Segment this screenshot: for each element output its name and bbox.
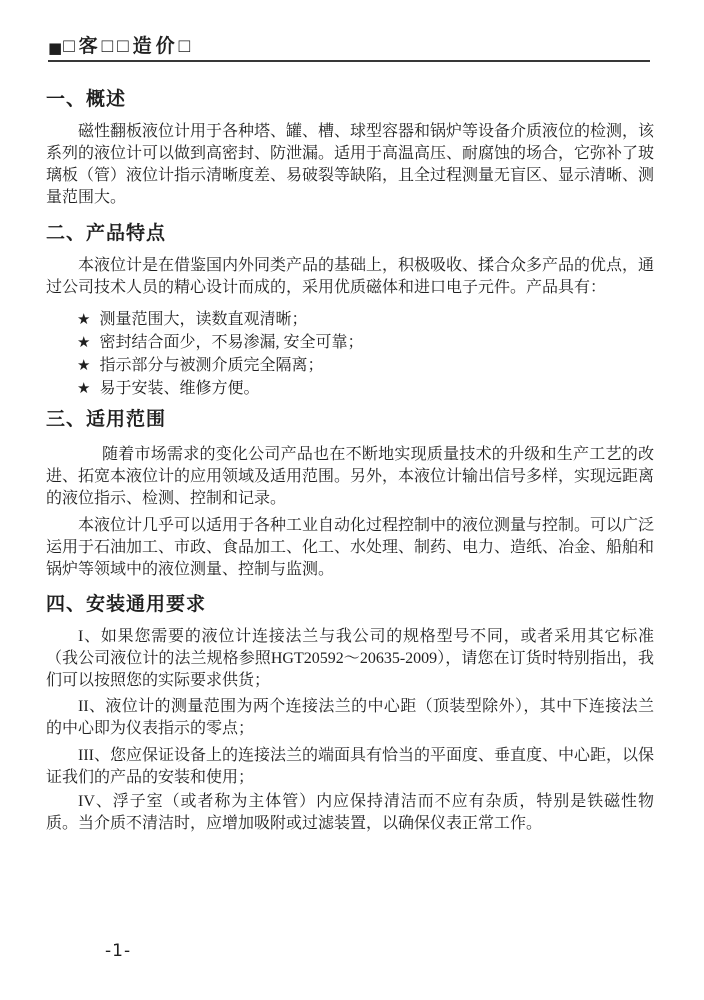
installation-item-4: IV、浮子室（或者称为主体管）内应保持清洁而不应有杂质，特别是铁磁性物质。当介质不清洁时，应增加吸附或过滤装置，以确保仪表正常工作。 bbox=[46, 793, 654, 832]
section-installation-title: 四、安装通用要求 bbox=[46, 594, 207, 615]
feature-item-text: 易于安装、维修方便。 bbox=[99, 380, 260, 397]
header-title: □客□□造价□ bbox=[63, 36, 195, 57]
star-bullet-icon: ★ bbox=[77, 333, 91, 351]
feature-item-text: 密封结合面少，不易渗漏, 安全可靠； bbox=[99, 334, 364, 351]
document-body bbox=[46, 88, 654, 835]
feature-item-text: 测量范围大，读数直观清晰； bbox=[99, 311, 308, 328]
feature-list bbox=[46, 308, 654, 400]
feature-item bbox=[46, 331, 654, 354]
section-overview-title: 一、概述 bbox=[46, 89, 127, 110]
star-bullet-icon: ★ bbox=[77, 356, 91, 374]
section-overview-paragraph: 磁性翻板液位计用于各种塔、罐、槽、球型容器和锅炉等设备介质液位的检测，该系列的液位计可以做到高密封、防泄漏。适用于高温高压、耐腐蚀的场合，它弥补了玻璃板（管）液位计指示清晰度差、易破裂等缺陷，且全过程测量无盲区、显示清晰、测量范围大。 bbox=[46, 123, 655, 206]
installation-item-1: I、如果您需要的液位计连接法兰与我公司的规格型号不同，或者采用其它标准（我公司液位计的法兰规格参照HGT20592～20635-2009），请您在订货时特别指出，我们可以按照您的实际要求供货； bbox=[46, 628, 654, 689]
section-scope-title: 三、适用范围 bbox=[46, 409, 167, 430]
star-bullet-icon: ★ bbox=[77, 310, 91, 328]
installation-item-3: III、您应保证设备上的连接法兰的端面具有恰当的平面度、垂直度、中心距，以保证我们的产品的安装和使用； bbox=[46, 747, 654, 786]
section-features-intro: 本液位计是在借鉴国内外同类产品的基础上，积极吸收、揉合众多产品的优点，通过公司技术人员的精心设计而成的，采用优质磁体和进口电子元件。产品具有： bbox=[46, 257, 655, 296]
logo-square-icon: ■ bbox=[48, 39, 63, 57]
page-number: -1- bbox=[105, 941, 132, 961]
installation-item-2: II、液位计的测量范围为两个连接法兰的中心距（顶装型除外），其中下连接法兰的中心即为仪表指示的零点； bbox=[46, 698, 654, 737]
feature-item bbox=[46, 308, 654, 331]
section-scope-paragraph-2: 本液位计几乎可以适用于各种工业自动化过程控制中的液位测量与控制。可以广泛运用于石油加工、市政、食品加工、化工、水处理、制药、电力、造纸、冶金、船舶和锅炉等领域中的液位测量、控制与监测。 bbox=[46, 517, 655, 578]
section-scope-paragraph-1: 随着市场需求的变化公司产品也在不断地实现质量技术的升级和生产工艺的改进、拓宽本液位计的应用领域及适用范围。另外，本液位计输出信号多样，实现远距离的液位指示、检测、控制和记录。 bbox=[46, 446, 655, 507]
feature-item bbox=[46, 377, 654, 400]
page-header bbox=[48, 37, 650, 62]
star-bullet-icon: ★ bbox=[77, 379, 91, 397]
feature-item-text: 指示部分与被测介质完全隔离； bbox=[99, 357, 324, 374]
section-features-title: 二、产品特点 bbox=[46, 223, 167, 244]
feature-item bbox=[46, 354, 654, 377]
